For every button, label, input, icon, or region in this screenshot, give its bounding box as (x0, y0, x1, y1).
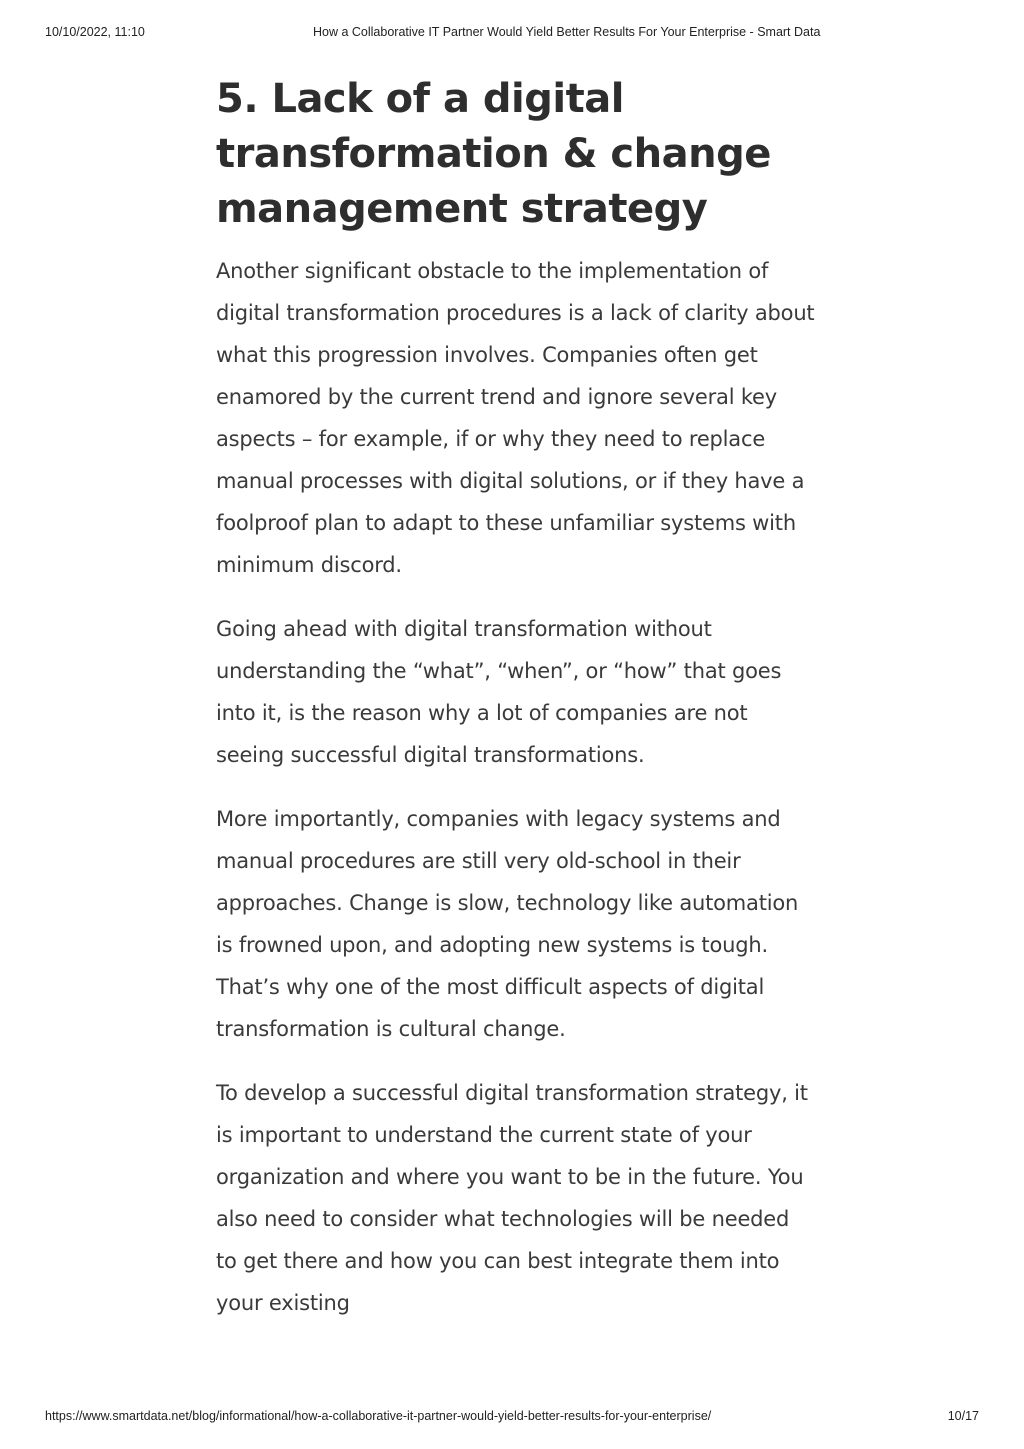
article-paragraph: More importantly, companies with legacy systems and manual procedures are still very old-school in their approaches. Change is slow, technology like automation is frowned upon, and adopting new systems is tough. That’s why one of the most difficult aspects of digital transformation is cultural change. (216, 807, 799, 1041)
print-url: https://www.smartdata.net/blog/informational/how-a-collaborative-it-partner-would-yield-better-results-for-your-enterprise/ (45, 1409, 712, 1423)
article-paragraph: To develop a successful digital transformation strategy, it is important to understand the current state of your organization and where you want to be in the future. You also need to consider what technologies will be needed to get there and how you can best integrate them into your existing (216, 1081, 808, 1315)
article-body (216, 72, 816, 1346)
print-datetime: 10/10/2022, 11:10 (45, 25, 145, 39)
section-heading: 5. Lack of a digital transformation & change management strategy (216, 76, 771, 232)
article-paragraph: Going ahead with digital transformation without understanding the “what”, “when”, or “how” that goes into it, is the reason why a lot of companies are not seeing successful digital transformations. (216, 617, 782, 767)
print-page-number: 10/17 (947, 1409, 979, 1423)
print-header (45, 25, 979, 41)
print-page-title: How a Collaborative IT Partner Would Yield Better Results For Your Enterprise - Smart Data (313, 25, 821, 39)
print-footer (45, 1409, 979, 1425)
article-paragraph: Another significant obstacle to the implementation of digital transformation procedures is a lack of clarity about what this progression involves. Companies often get enamored by the current trend and ignore several key aspects – for example, if or why they need to replace manual processes with digital solutions, or if they have a foolproof plan to adapt to these unfamiliar systems with minimum discord. (216, 259, 815, 577)
